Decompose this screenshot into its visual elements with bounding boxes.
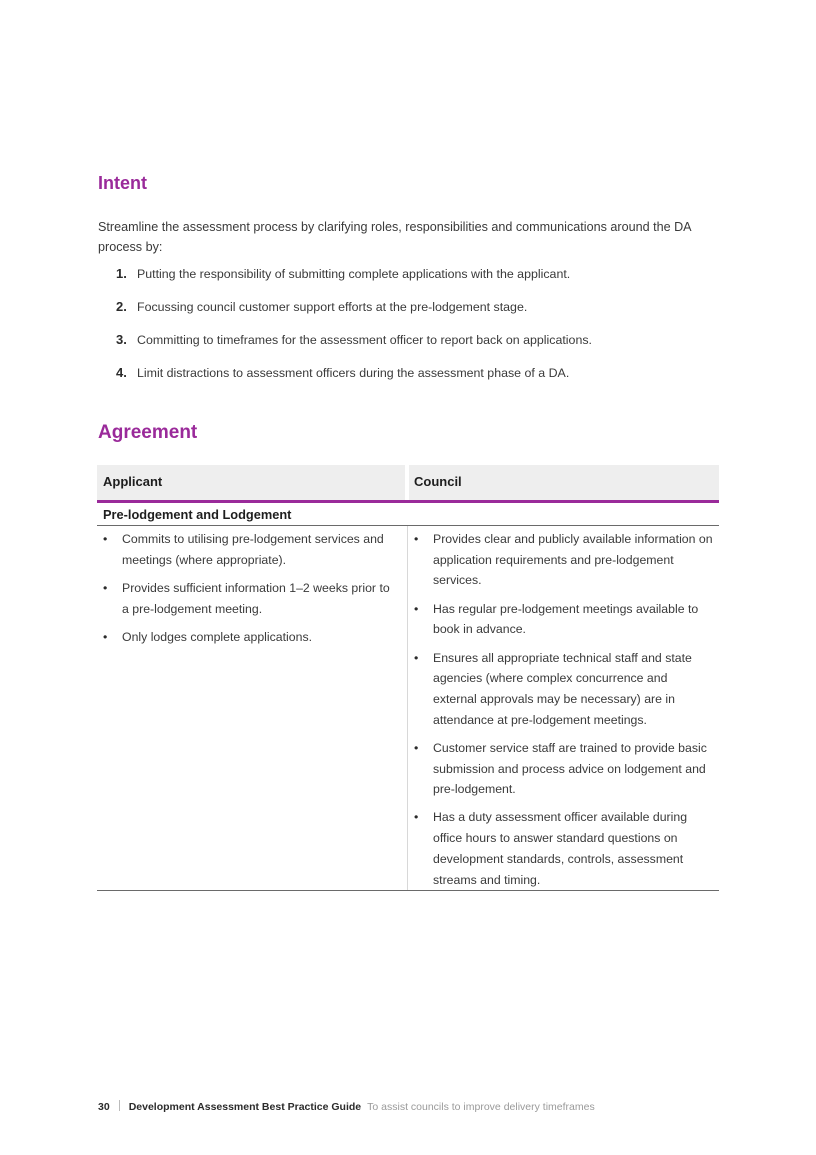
council-bullet-item: • Has a duty assessment officer available during office hours to answer standard questions on development standards, controls, assessment streams and timing. (408, 807, 714, 890)
council-bullet-list (408, 529, 714, 898)
list-item-text: Limit distractions to assessment officers during the assessment phase of a DA. (137, 366, 570, 380)
column-header-council: Council (414, 474, 462, 489)
council-bullet-item: • Has regular pre-lodgement meetings available to book in advance. (408, 599, 714, 640)
list-number: 4. (116, 365, 127, 380)
council-bullet-item: • Provides clear and publicly available information on application requirements and pre-lodgement services. (408, 529, 714, 591)
page-footer (98, 1100, 595, 1113)
applicant-bullet-item: • Only lodges complete applications. (97, 627, 397, 648)
applicant-bullet-item: • Provides sufficient information 1–2 weeks prior to a pre-lodgement meeting. (97, 578, 397, 619)
agreement-heading: Agreement (98, 422, 198, 443)
list-number: 1. (116, 266, 127, 281)
column-header-applicant: Applicant (103, 474, 163, 489)
table-body-row (97, 526, 719, 891)
intent-list-item (98, 297, 718, 330)
agreement-table (97, 465, 719, 891)
list-item-text: Committing to timeframes for the assessment officer to report back on applications. (137, 333, 592, 347)
page-number: 30 (98, 1101, 110, 1113)
table-section-row (97, 503, 719, 526)
header-gap (405, 465, 409, 500)
council-bullet-item: • Ensures all appropriate technical staff and state agencies (where complex concurrence and external approvals may be necessary) are in attendance at pre-lodgement meetings. (408, 648, 714, 731)
intent-list-item (98, 363, 718, 396)
footer-separator (119, 1100, 120, 1111)
intent-heading: Intent (98, 173, 147, 193)
intent-list-item (98, 264, 718, 297)
list-item-text: Putting the responsibility of submitting complete applications with the applicant. (137, 267, 571, 281)
table-header-row (97, 465, 719, 503)
list-number: 2. (116, 299, 127, 314)
council-bullet-item: • Customer service staff are trained to provide basic submission and process advice on lodgement and pre-lodgement. (408, 738, 714, 800)
intent-intro: Streamline the assessment process by clarifying roles, responsibilities and communications around the DA process by: (98, 220, 691, 254)
intent-list (98, 264, 718, 396)
section-label: Pre-lodgement and Lodgement (103, 507, 292, 522)
list-item-text: Focussing council customer support efforts at the pre-lodgement stage. (137, 300, 528, 314)
footer-title: Development Assessment Best Practice Guide (128, 1101, 362, 1113)
applicant-bullet-item: • Commits to utilising pre-lodgement services and meetings (where appropriate). (97, 529, 397, 570)
applicant-bullet-list (97, 529, 397, 655)
footer-subtitle: To assist councils to improve delivery timeframes (367, 1101, 595, 1113)
intent-list-item (98, 330, 718, 363)
list-number: 3. (116, 332, 127, 347)
